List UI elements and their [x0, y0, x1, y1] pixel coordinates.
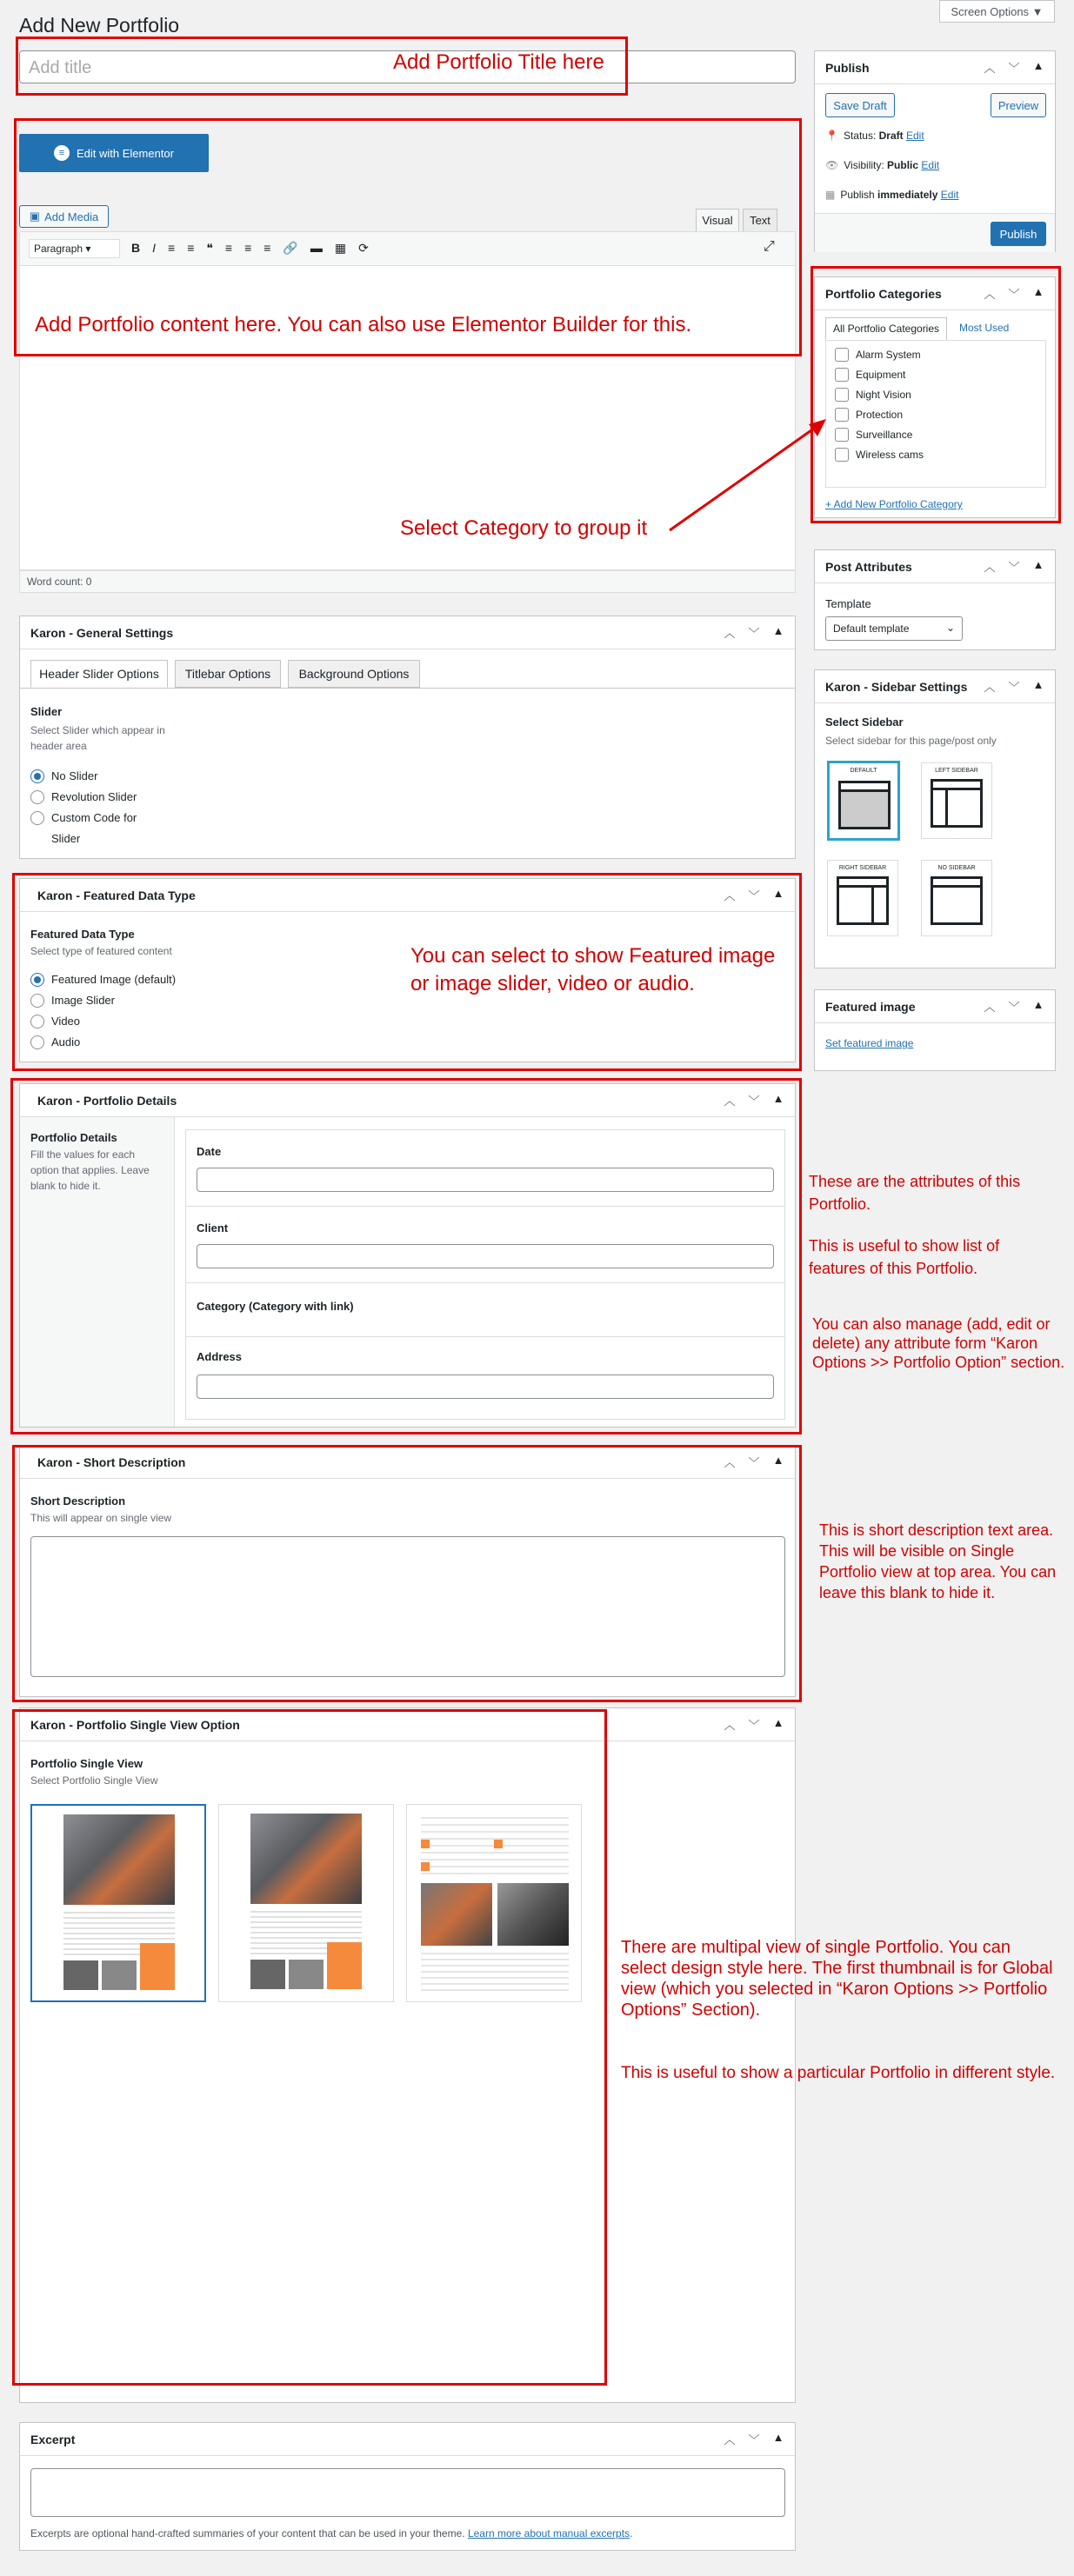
checkbox-icon[interactable]	[835, 448, 849, 462]
visibility-row: 👁 Visibility: Public Edit	[825, 159, 940, 171]
portfolio-details-title: Karon - Portfolio Details	[37, 1093, 177, 1108]
excerpt-title: Excerpt	[30, 2432, 76, 2446]
elementor-label: Edit with Elementor	[77, 146, 174, 160]
short-description-header[interactable]	[20, 1446, 795, 1479]
add-new-category-link[interactable]: + Add New Portfolio Category	[825, 498, 963, 510]
toolbar-button-3[interactable]: ≡	[187, 241, 195, 255]
client-input[interactable]	[197, 1244, 774, 1268]
annotation-details-2: This is useful to show list of features of this Portfolio.	[809, 1237, 1000, 1277]
sidebar-option-default[interactable]	[827, 761, 900, 841]
category-item[interactable]	[835, 408, 1037, 422]
radio-icon[interactable]	[30, 973, 44, 987]
featured-data-options	[30, 969, 176, 1053]
general-settings-box	[19, 616, 796, 859]
checkbox-icon[interactable]	[835, 408, 849, 422]
featured-image-title: Featured image	[825, 999, 916, 1014]
select-sidebar-label: Select Sidebar	[825, 716, 904, 729]
field-category-label: Category (Category with link)	[197, 1300, 354, 1313]
date-input[interactable]	[197, 1168, 774, 1192]
sidebar-settings-box	[814, 669, 1056, 968]
chevron-up-icon[interactable]: ︿	[984, 561, 996, 574]
short-description-textarea[interactable]	[30, 1536, 785, 1677]
toolbar-button-0[interactable]: B	[131, 241, 141, 255]
field-date-label: Date	[197, 1145, 222, 1158]
chevron-up-icon[interactable]: ︿	[724, 889, 736, 902]
chevron-up-icon[interactable]: ︿	[724, 2433, 736, 2446]
toolbar-button-5[interactable]: ≡	[224, 241, 233, 255]
portfolio-details-label: Portfolio Details	[30, 1131, 117, 1144]
excerpt-note: Excerpts are optional hand-crafted summaries of your content that can be used in your theme. Learn more about manual excerpts.	[30, 2527, 633, 2539]
screen-options-button[interactable]: Screen Options ▼	[939, 0, 1055, 23]
post-attributes-header[interactable]	[815, 550, 1055, 583]
select-sidebar-desc: Select sidebar for this page/post only	[825, 735, 997, 747]
chevron-up-icon[interactable]: ︿	[984, 1001, 996, 1014]
publish-box	[814, 50, 1056, 252]
chevron-up-icon[interactable]: ︿	[724, 1719, 736, 1732]
single-view-header[interactable]	[20, 1708, 795, 1741]
chevron-down-icon[interactable]: ﹀	[748, 1719, 760, 1732]
sidebar-option-none[interactable]	[921, 860, 992, 936]
post-attributes-title: Post Attributes	[825, 559, 912, 574]
featured-option-slider[interactable]: Image Slider	[30, 990, 176, 1011]
sidebar-settings-header[interactable]	[815, 670, 1055, 703]
chevron-down-icon[interactable]: ﹀	[748, 2433, 760, 2446]
edit-status-link[interactable]: Edit	[906, 130, 924, 142]
field-client-label: Client	[197, 1221, 229, 1235]
schedule-row: ▦ Publish immediately Edit	[825, 189, 959, 201]
toolbar-icons	[131, 241, 369, 256]
chevron-up-icon[interactable]: ︿	[984, 681, 996, 694]
featured-option-image[interactable]: Featured Image (default)	[30, 969, 176, 990]
category-label: Protection	[856, 409, 904, 421]
toggle-icon[interactable]: ▲	[1032, 998, 1044, 1011]
set-featured-image-link[interactable]: Set featured image	[825, 1037, 914, 1049]
title-placeholder: Add title	[29, 58, 92, 77]
annotation-details-1: These are the attributes of this Portfolio.	[809, 1173, 1021, 1213]
single-view-thumb-style-2[interactable]	[406, 1804, 582, 2002]
toggle-icon[interactable]: ▲	[772, 624, 784, 637]
portfolio-details-desc: Fill the values for each option that applies. Leave blank to hide it.	[30, 1148, 150, 1192]
add-media-label: Add Media	[44, 210, 99, 223]
chevron-up-icon[interactable]: ︿	[724, 1456, 736, 1469]
post-attributes-box	[814, 549, 1056, 650]
single-view-label: Portfolio Single View	[30, 1757, 143, 1770]
publish-header[interactable]	[815, 51, 1055, 84]
toggle-icon[interactable]: ▲	[1032, 59, 1044, 72]
excerpt-header[interactable]	[20, 2423, 795, 2456]
annotation-title: Add Portfolio Title here	[393, 50, 604, 74]
category-label: Alarm System	[856, 349, 921, 361]
checkbox-icon[interactable]	[835, 348, 849, 362]
toggle-icon[interactable]: ▲	[772, 2431, 784, 2444]
excerpt-box	[19, 2422, 796, 2551]
single-view-thumb-style-1[interactable]	[218, 1804, 394, 2002]
category-label: Surveillance	[856, 429, 913, 441]
publish-button[interactable]: Publish	[991, 222, 1046, 246]
category-item[interactable]	[835, 428, 1037, 442]
slider-desc: Select Slider which appear in header area	[30, 724, 165, 752]
toolbar-button-9[interactable]: ▬	[310, 241, 323, 255]
toggle-icon[interactable]: ▲	[1032, 285, 1044, 298]
tab-background[interactable]: Background Options	[288, 660, 420, 688]
calendar-icon: ▦	[825, 189, 836, 201]
chevron-down-icon[interactable]: ﹀	[748, 1095, 760, 1108]
category-item[interactable]	[835, 348, 1037, 362]
checkbox-icon[interactable]	[835, 388, 849, 402]
single-view-title: Karon - Portfolio Single View Option	[30, 1717, 240, 1732]
radio-icon[interactable]	[30, 1015, 44, 1028]
radio-icon[interactable]	[30, 994, 44, 1008]
category-item[interactable]	[835, 368, 1037, 382]
toggle-icon[interactable]: ▲	[772, 1092, 784, 1105]
chevron-down-icon[interactable]: ﹀	[1008, 561, 1020, 574]
toggle-icon[interactable]: ▲	[772, 1454, 784, 1467]
short-description-label: Short Description	[30, 1494, 126, 1508]
field-address-label: Address	[197, 1350, 243, 1363]
sidebar-option-left[interactable]	[921, 762, 992, 839]
chevron-down-icon[interactable]: ﹀	[1008, 681, 1020, 694]
edit-with-elementor-button[interactable]	[19, 134, 209, 172]
chevron-down-icon[interactable]: ﹀	[1008, 288, 1020, 301]
short-description-desc: This will appear on single view	[30, 1512, 172, 1524]
annotation-single: There are multipal view of single Portfolio. You can select design style here. The first thumbnail is for Global view (which you selected in “Karon Options >> Portfolio Options” Section).	[621, 1938, 1053, 2020]
general-settings-header[interactable]	[20, 616, 795, 649]
tab-visual[interactable]: Visual	[696, 209, 739, 231]
word-count-text: Word count: 0	[27, 576, 92, 588]
general-settings-title: Karon - General Settings	[30, 625, 174, 640]
toolbar-button-6[interactable]: ≡	[244, 241, 252, 255]
page-title: Add New Portfolio	[19, 14, 180, 37]
template-select[interactable]: Default template ⌄	[825, 616, 963, 641]
chevron-down-icon[interactable]: ﹀	[748, 627, 760, 640]
toolbar-button-7[interactable]: ≡	[263, 241, 271, 255]
chevron-down-icon: ⌄	[945, 622, 955, 634]
featured-data-title: Karon - Featured Data Type	[37, 888, 196, 902]
tab-all-categories[interactable]: All Portfolio Categories	[825, 317, 947, 340]
sidebar-option-right[interactable]	[827, 860, 898, 936]
chevron-up-icon[interactable]: ︿	[724, 1095, 736, 1108]
excerpt-textarea[interactable]	[30, 2468, 785, 2517]
add-media-button[interactable]	[19, 205, 109, 228]
annotation-content: Add Portfolio content here. You can also use Elementor Builder for this.	[35, 313, 692, 336]
toolbar-button-11[interactable]: ⟳	[358, 241, 369, 255]
slider-option-custom[interactable]: Custom Code for Slider	[30, 808, 187, 849]
toggle-icon[interactable]: ▲	[772, 887, 784, 900]
pin-icon: 📍	[825, 130, 838, 142]
sidebar-option-right-label: RIGHT SIDEBAR	[838, 865, 887, 871]
category-label: Night Vision	[856, 389, 911, 401]
featured-data-header[interactable]	[20, 879, 795, 912]
toolbar-button-2[interactable]: ≡	[168, 241, 176, 255]
preview-button[interactable]: Preview	[991, 93, 1046, 117]
chevron-up-icon[interactable]: ︿	[724, 627, 736, 640]
toggle-icon[interactable]: ▲	[772, 1716, 784, 1729]
save-draft-button[interactable]: Save Draft	[825, 93, 895, 117]
editor-toolbar	[19, 231, 796, 266]
categories-box	[814, 276, 1056, 518]
category-list	[825, 340, 1046, 488]
toggle-icon[interactable]: ▲	[1032, 558, 1044, 571]
checkbox-icon[interactable]	[835, 368, 849, 382]
checkbox-icon[interactable]	[835, 428, 849, 442]
chevron-down-icon[interactable]: ﹀	[1008, 62, 1020, 75]
toolbar-button-1[interactable]: I	[152, 241, 157, 255]
tab-text[interactable]: Text	[743, 209, 777, 231]
toggle-icon[interactable]: ▲	[1032, 678, 1044, 691]
sidebar-option-none-label: NO SIDEBAR	[937, 865, 976, 871]
eye-icon: 👁	[825, 159, 839, 171]
arrow-icon	[661, 409, 835, 539]
slider-option-revolution[interactable]: Revolution Slider	[30, 787, 187, 808]
portfolio-details-box	[19, 1083, 796, 1428]
chevron-up-icon[interactable]: ︿	[984, 288, 996, 301]
word-count	[19, 570, 796, 593]
edit-visibility-link[interactable]: Edit	[921, 159, 940, 171]
category-label: Equipment	[856, 369, 906, 381]
publish-title: Publish	[825, 60, 870, 75]
radio-icon[interactable]	[30, 790, 44, 804]
featured-image-box	[814, 989, 1056, 1071]
category-item[interactable]	[835, 448, 1037, 462]
toolbar-button-8[interactable]: 🔗	[283, 241, 298, 255]
category-label: Wireless cams	[856, 449, 924, 461]
featured-image-header[interactable]	[815, 990, 1055, 1023]
radio-icon[interactable]	[30, 1035, 44, 1049]
annotation-short: This is short description text area. This will be visible on Single Portfolio view at top area. You can leave this blank to hide it.	[819, 1521, 1057, 1601]
annotation-details-3: You can also manage (add, edit or delete) any attribute form “Karon Options >> Portfolio Option” section.	[812, 1315, 1065, 1371]
annotation-featured: You can select to show Featured image or image slider, video or audio.	[410, 944, 776, 995]
chevron-down-icon[interactable]: ﹀	[748, 889, 760, 902]
short-description-box	[19, 1445, 796, 1697]
annotation-single-2: This is useful to show a particular Portfolio in different style.	[621, 2064, 1056, 2082]
radio-icon[interactable]	[30, 811, 44, 825]
edit-schedule-link[interactable]: Edit	[940, 189, 959, 201]
chevron-down-icon[interactable]: ﹀	[748, 1456, 760, 1469]
featured-data-desc: Select type of featured content	[30, 945, 172, 957]
featured-data-label: Featured Data Type	[30, 928, 135, 941]
chevron-down-icon[interactable]: ﹀	[1008, 1001, 1020, 1014]
media-icon: ▣	[29, 210, 41, 223]
format-select[interactable]: Paragraph ▾	[29, 239, 120, 258]
chevron-up-icon[interactable]: ︿	[984, 62, 996, 75]
slider-options	[30, 766, 187, 849]
tab-most-used[interactable]: Most Used	[959, 322, 1010, 334]
single-view-thumb-global[interactable]	[30, 1804, 206, 2002]
category-item[interactable]	[835, 388, 1037, 402]
slider-option-none[interactable]: No Slider	[30, 766, 187, 787]
categories-header[interactable]	[815, 277, 1055, 310]
tab-titlebar[interactable]: Titlebar Options	[175, 660, 281, 688]
single-view-desc: Select Portfolio Single View	[30, 1774, 158, 1787]
single-view-box	[19, 1707, 796, 2403]
template-label: Template	[825, 597, 871, 610]
address-input[interactable]	[197, 1375, 774, 1399]
elementor-icon: ≡	[54, 145, 70, 161]
slider-label: Slider	[30, 705, 63, 718]
short-description-title: Karon - Short Description	[37, 1454, 186, 1469]
sidebar-option-default-label: DEFAULT	[850, 768, 877, 774]
portfolio-details-header[interactable]	[20, 1084, 795, 1117]
excerpt-learn-more-link[interactable]: Learn more about manual excerpts	[467, 2527, 630, 2539]
radio-icon[interactable]	[30, 769, 44, 783]
sidebar-option-left-label: LEFT SIDEBAR	[935, 768, 978, 774]
featured-option-audio[interactable]: Audio	[30, 1032, 176, 1053]
annotation-category: Select Category to group it	[400, 516, 648, 540]
tab-header-slider[interactable]: Header Slider Options	[30, 660, 168, 688]
toolbar-button-10[interactable]: ▦	[334, 241, 347, 255]
sidebar-settings-title: Karon - Sidebar Settings	[825, 679, 968, 694]
featured-option-video[interactable]: Video	[30, 1011, 176, 1032]
categories-title: Portfolio Categories	[825, 286, 942, 301]
fullscreen-icon[interactable]: ⤢	[764, 239, 775, 254]
toolbar-button-4[interactable]: ❝	[206, 241, 213, 255]
status-row: 📍 Status: Draft Edit	[825, 130, 924, 142]
